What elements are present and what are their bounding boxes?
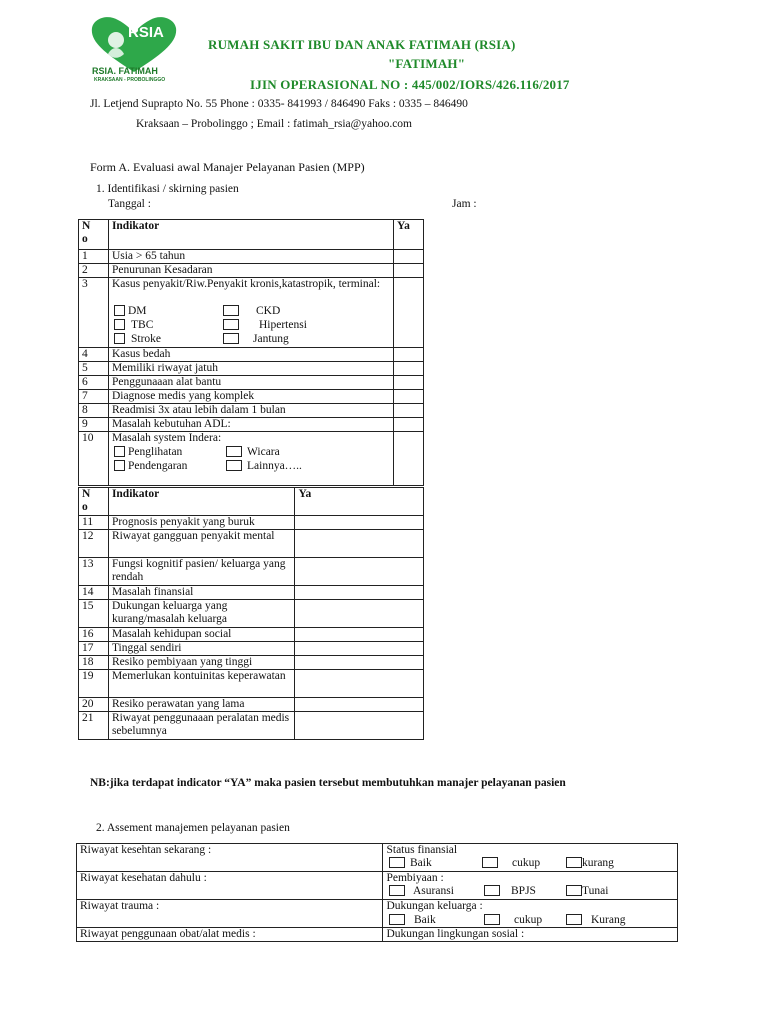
hospital-short-name: "FATIMAH" xyxy=(388,56,466,71)
dukungan-keluarga-label: Dukungan keluarga : xyxy=(386,900,483,912)
col-ya-header: Ya xyxy=(295,488,424,516)
checkbox-icon[interactable] xyxy=(566,857,582,868)
row-indikator: Prognosis penyakit yang buruk xyxy=(108,516,295,530)
row-no: 1 xyxy=(79,250,109,264)
row-no: 15 xyxy=(79,600,109,628)
row-indikator: Usia > 65 tahun xyxy=(108,250,393,264)
row-no: 6 xyxy=(79,376,109,390)
checkbox-icon[interactable] xyxy=(114,319,125,330)
checkbox-icon[interactable] xyxy=(566,914,582,925)
pembiayaan-tunai-option[interactable]: Tunai xyxy=(566,885,608,897)
hospital-name: RUMAH SAKIT IBU DAN ANAK FATIMAH (RSIA) xyxy=(208,37,516,52)
jam-label: Jam : xyxy=(452,198,477,210)
riwayat-dahulu-field[interactable]: Riwayat kesehatan dahulu : xyxy=(77,872,383,900)
row-no: 20 xyxy=(79,698,109,712)
section-1-heading: 1. Identifikasi / skirning pasien xyxy=(96,183,239,195)
checkbox-icon[interactable] xyxy=(223,333,239,344)
ya-cell[interactable] xyxy=(295,670,424,698)
row-indikator: Memerlukan kontuinitas keperawatan xyxy=(108,670,295,698)
ya-cell[interactable] xyxy=(295,698,424,712)
row-no: 2 xyxy=(79,264,109,278)
row-indikator: Masalah kehidupan social xyxy=(108,628,295,642)
row-no: 4 xyxy=(79,348,109,362)
row-no: 3 xyxy=(79,278,109,348)
tanggal-label: Tanggal : xyxy=(108,198,151,210)
status-finansial-label: Status finansial xyxy=(386,844,458,856)
dukungan-kurang-option[interactable]: Kurang xyxy=(566,914,626,926)
riwayat-trauma-field[interactable]: Riwayat trauma : xyxy=(77,900,383,928)
ya-cell[interactable] xyxy=(394,418,424,432)
status-baik-option[interactable]: Baik xyxy=(389,857,432,869)
row-indikator: Tinggal sendiri xyxy=(108,642,295,656)
row-indikator: Masalah finansial xyxy=(108,586,295,600)
option-lainnya[interactable]: Lainnya….. xyxy=(226,460,302,472)
ya-cell[interactable] xyxy=(295,530,424,558)
row-no: 16 xyxy=(79,628,109,642)
row-indikator: Readmisi 3x atau lebih dalam 1 bulan xyxy=(108,404,393,418)
row-indikator: Kasus bedah xyxy=(108,348,393,362)
col-ya-header: Ya xyxy=(394,220,424,250)
checkbox-icon[interactable] xyxy=(389,914,405,925)
row-no: 9 xyxy=(79,418,109,432)
row-indikator: Resiko perawatan yang lama xyxy=(108,698,295,712)
checkbox-icon[interactable] xyxy=(484,885,500,896)
ya-cell[interactable] xyxy=(394,264,424,278)
row-no: 19 xyxy=(79,670,109,698)
pembiayaan-label: Pembiyaan : xyxy=(386,872,444,884)
hospital-logo xyxy=(86,14,182,86)
logo-text: RSIA xyxy=(128,24,164,41)
row-no: 8 xyxy=(79,404,109,418)
row-indikator: Memiliki riwayat jatuh xyxy=(108,362,393,376)
form-title: Form A. Evaluasi awal Manajer Pelayanan Pasien (MPP) xyxy=(90,160,365,174)
screening-table-2 xyxy=(78,487,424,740)
address-line-2: Kraksaan – Probolinggo ; Email : fatimah_rsia@yahoo.com xyxy=(136,118,412,130)
row-no: 21 xyxy=(79,712,109,740)
row-indikator: Riwayat gangguan penyakit mental xyxy=(108,530,295,558)
checkbox-icon[interactable] xyxy=(114,333,125,344)
option-tbc[interactable]: TBC xyxy=(114,319,153,331)
ya-cell[interactable] xyxy=(394,250,424,264)
option-wicara[interactable]: Wicara xyxy=(226,446,280,458)
row-no: 7 xyxy=(79,390,109,404)
address-line-1: Jl. Letjend Suprapto No. 55 Phone : 0335- 841993 / 846490 Faks : 0335 – 846490 xyxy=(90,98,468,110)
checkbox-icon[interactable] xyxy=(114,446,125,457)
ya-cell[interactable] xyxy=(295,628,424,642)
checkbox-icon[interactable] xyxy=(223,319,239,330)
ya-cell[interactable] xyxy=(394,390,424,404)
row-indikator: Riwayat penggunaaan peralatan medis sebelumnya xyxy=(108,712,295,740)
status-cukup-option[interactable]: cukup xyxy=(482,857,540,869)
checkbox-icon[interactable] xyxy=(389,857,405,868)
checkbox-icon[interactable] xyxy=(114,460,125,471)
row-indikator: Penurunan Kesadaran xyxy=(108,264,393,278)
row-no: 14 xyxy=(79,586,109,600)
option-dm[interactable]: DM xyxy=(114,305,147,317)
ya-cell[interactable] xyxy=(295,600,424,628)
col-no-header: N o xyxy=(79,488,109,516)
row-indikator: Dukungan keluarga yang kurang/masalah keluarga xyxy=(108,600,295,628)
checkbox-icon[interactable] xyxy=(389,885,405,896)
row-indikator: Diagnose medis yang komplek xyxy=(108,390,393,404)
row-indikator-text: Kasus penyakit/Riw.Penyakit kronis,katastropik, terminal: xyxy=(111,278,381,290)
option-hipertensi[interactable]: Hipertensi xyxy=(223,319,307,331)
option-penglihatan[interactable]: Penglihatan xyxy=(114,446,182,458)
option-stroke[interactable]: Stroke xyxy=(114,333,161,345)
row-no: 10 xyxy=(79,432,109,486)
checkbox-icon[interactable] xyxy=(223,305,239,316)
ya-cell[interactable] xyxy=(394,404,424,418)
riwayat-sekarang-field[interactable]: Riwayat kesehtan sekarang : xyxy=(77,844,383,872)
ya-cell[interactable] xyxy=(394,432,424,486)
col-indikator-header: Indikator xyxy=(108,488,295,516)
dukungan-baik-option[interactable]: Baik xyxy=(389,914,436,926)
option-ckd[interactable]: CKD xyxy=(223,305,280,317)
option-pendengaran[interactable]: Pendengaran xyxy=(114,460,187,472)
ya-cell[interactable] xyxy=(295,586,424,600)
license-number: IJIN OPERASIONAL NO : 445/002/IORS/426.116/2017 xyxy=(250,77,570,92)
ya-cell[interactable] xyxy=(394,362,424,376)
row-no: 11 xyxy=(79,516,109,530)
logo-caption: RSIA. FATIMAH xyxy=(92,66,158,76)
ya-cell[interactable] xyxy=(295,712,424,740)
checkbox-icon[interactable] xyxy=(226,446,242,457)
col-indikator-header: Indikator xyxy=(108,220,393,250)
row-no: 17 xyxy=(79,642,109,656)
row-indikator xyxy=(108,432,393,486)
row-indikator: Resiko pembiyaan yang tinggi xyxy=(108,656,295,670)
pembiayaan-asuransi-option[interactable]: Asuransi xyxy=(389,885,454,897)
dukungan-lingkungan-field[interactable]: Dukungan lingkungan sosial : xyxy=(383,928,678,942)
row-no: 18 xyxy=(79,656,109,670)
ya-cell[interactable] xyxy=(394,348,424,362)
status-kurang-option[interactable]: kurang xyxy=(566,857,614,869)
row-indikator: Penggunaaan alat bantu xyxy=(108,376,393,390)
ya-cell[interactable] xyxy=(295,558,424,586)
row-no: 5 xyxy=(79,362,109,376)
checkbox-icon[interactable] xyxy=(566,885,582,896)
row-no: 12 xyxy=(79,530,109,558)
checkbox-icon[interactable] xyxy=(484,914,500,925)
note-text: NB:jika terdapat indicator “YA” maka pasien tersebut membutuhkan manajer pelayanan pasien xyxy=(90,777,566,789)
row-indikator: Masalah kebutuhan ADL: xyxy=(108,418,393,432)
ya-cell[interactable] xyxy=(394,376,424,390)
section-2-heading: 2. Assement manajemen pelayanan pasien xyxy=(96,822,290,834)
ya-cell[interactable] xyxy=(295,656,424,670)
pembiayaan-bpjs-option[interactable]: BPJS xyxy=(484,885,536,897)
checkbox-icon[interactable] xyxy=(482,857,498,868)
checkbox-icon[interactable] xyxy=(114,305,125,316)
ya-cell[interactable] xyxy=(394,278,424,348)
option-jantung[interactable]: Jantung xyxy=(223,333,289,345)
logo-subcaption: KRAKSAAN - PROBOLINGGO xyxy=(94,77,166,83)
riwayat-obat-field[interactable]: Riwayat penggunaan obat/alat medis : xyxy=(77,928,383,942)
dukungan-cukup-option[interactable]: cukup xyxy=(484,914,542,926)
row-indikator: Fungsi kognitif pasien/ keluarga yang rendah xyxy=(108,558,295,586)
ya-cell[interactable] xyxy=(295,516,424,530)
checkbox-icon[interactable] xyxy=(226,460,242,471)
row-indikator-text: Masalah system Indera: xyxy=(111,432,222,444)
row-no: 13 xyxy=(79,558,109,586)
col-no-header: N o xyxy=(79,220,109,250)
ya-cell[interactable] xyxy=(295,642,424,656)
